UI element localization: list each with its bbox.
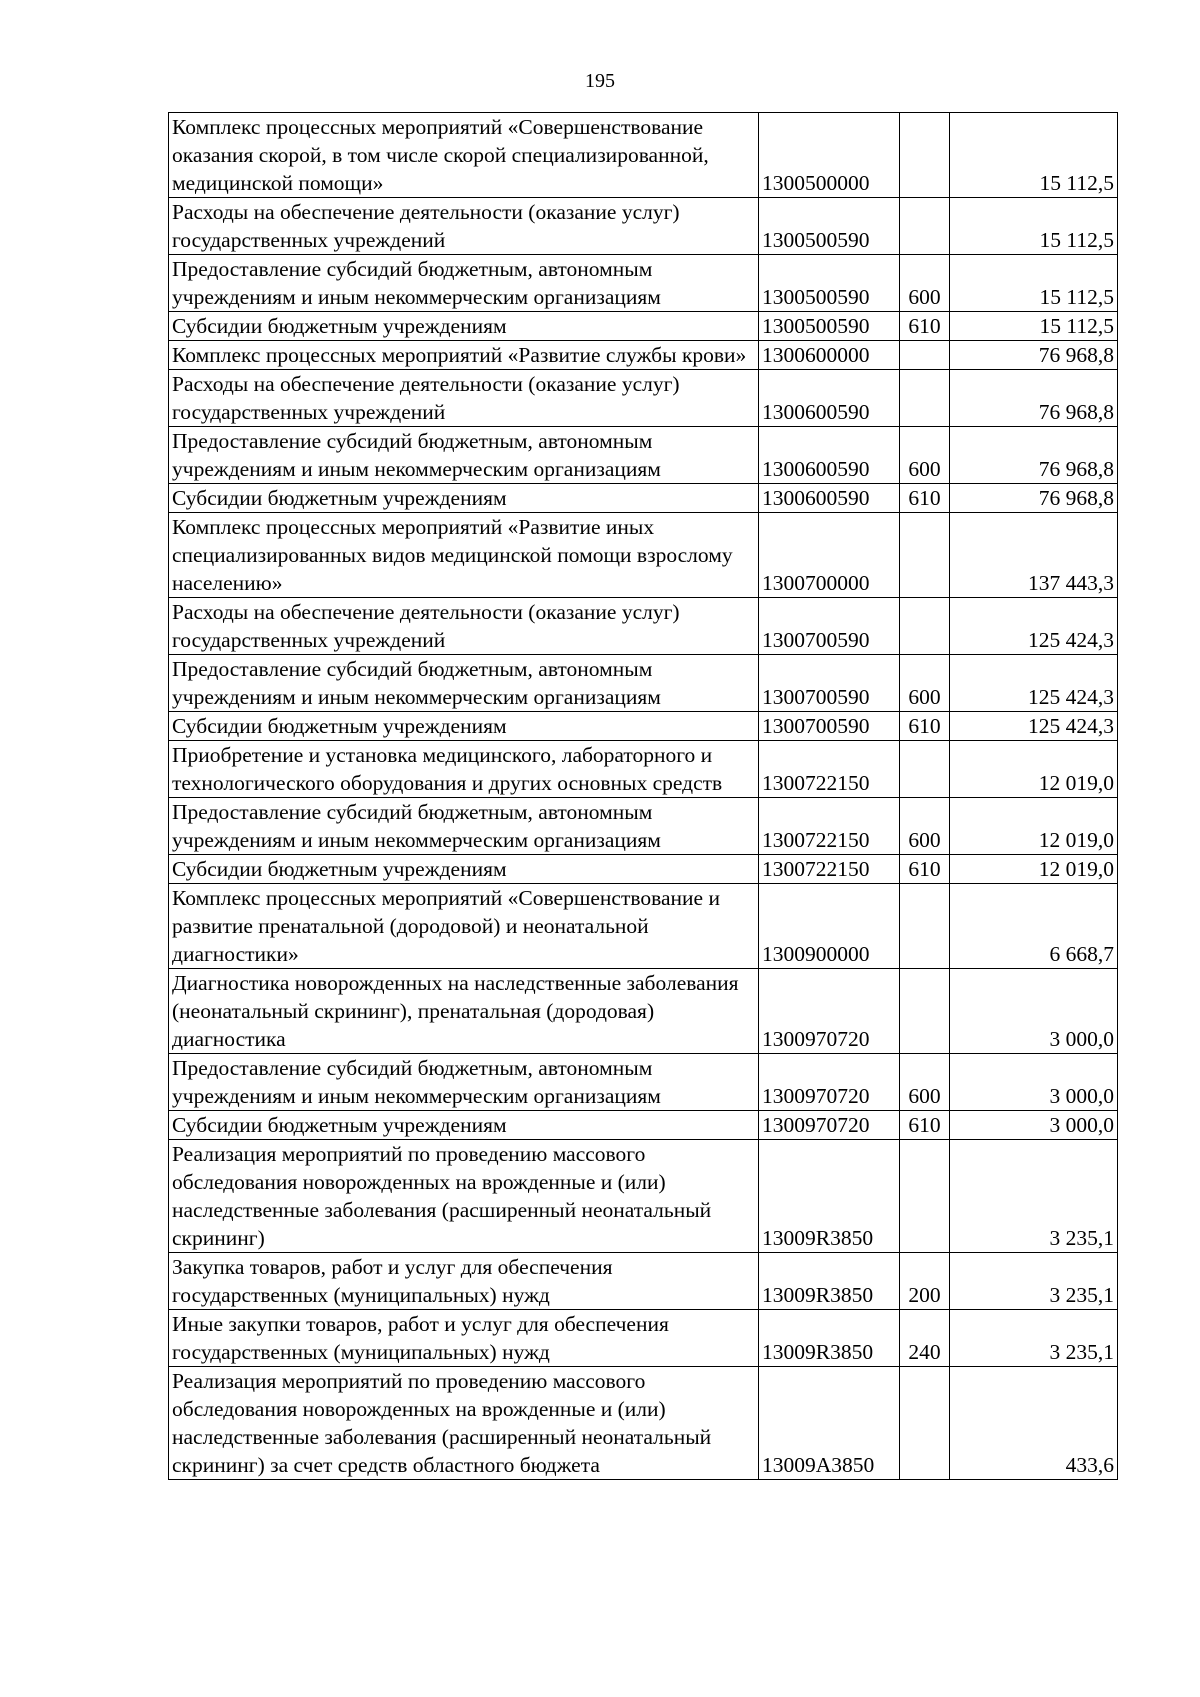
expense-name-cell: Комплекс процессных мероприятий «Развитие службы крови» — [169, 341, 759, 370]
table-row — [169, 1111, 1118, 1140]
target-article-code-cell: 1300900000 — [759, 884, 900, 969]
amount-cell: 12 019,0 — [950, 855, 1118, 884]
amount-cell: 137 443,3 — [950, 513, 1118, 598]
table-row — [169, 1253, 1118, 1310]
expense-name-cell: Субсидии бюджетным учреждениям — [169, 712, 759, 741]
expense-type-cell: 600 — [900, 255, 950, 312]
table-row — [169, 113, 1118, 198]
expense-name-cell: Субсидии бюджетным учреждениям — [169, 855, 759, 884]
table-row — [169, 1310, 1118, 1367]
expense-type-cell: 240 — [900, 1310, 950, 1367]
target-article-code-cell: 13009А3850 — [759, 1367, 900, 1480]
expense-name-cell: Иные закупки товаров, работ и услуг для обеспечения государственных (муниципальных) нужд — [169, 1310, 759, 1367]
amount-cell: 15 112,5 — [950, 113, 1118, 198]
expense-name-cell: Закупка товаров, работ и услуг для обеспечения государственных (муниципальных) нужд — [169, 1253, 759, 1310]
target-article-code-cell: 13009R3850 — [759, 1310, 900, 1367]
table-row — [169, 427, 1118, 484]
amount-cell: 125 424,3 — [950, 598, 1118, 655]
table-row — [169, 370, 1118, 427]
table-row — [169, 341, 1118, 370]
amount-cell: 15 112,5 — [950, 312, 1118, 341]
expense-name-cell: Комплекс процессных мероприятий «Совершенствование и развитие пренатальной (дородовой) и неонатальной диагностики» — [169, 884, 759, 969]
expense-name-cell: Предоставление субсидий бюджетным, автономным учреждениям и иным некоммерческим организациям — [169, 427, 759, 484]
expense-type-cell — [900, 113, 950, 198]
expense-type-cell — [900, 341, 950, 370]
target-article-code-cell: 1300700590 — [759, 598, 900, 655]
amount-cell: 76 968,8 — [950, 427, 1118, 484]
table-row — [169, 969, 1118, 1054]
expense-type-cell: 600 — [900, 1054, 950, 1111]
table-row — [169, 312, 1118, 341]
target-article-code-cell: 1300500590 — [759, 198, 900, 255]
table-row — [169, 513, 1118, 598]
expense-type-cell — [900, 741, 950, 798]
expense-type-cell: 600 — [900, 655, 950, 712]
amount-cell: 3 235,1 — [950, 1310, 1118, 1367]
expense-type-cell: 600 — [900, 798, 950, 855]
amount-cell: 76 968,8 — [950, 341, 1118, 370]
table-row — [169, 1054, 1118, 1111]
expense-type-cell: 200 — [900, 1253, 950, 1310]
amount-cell: 3 000,0 — [950, 1054, 1118, 1111]
target-article-code-cell: 1300600000 — [759, 341, 900, 370]
expense-name-cell: Субсидии бюджетным учреждениям — [169, 484, 759, 513]
target-article-code-cell: 13009R3850 — [759, 1253, 900, 1310]
expense-type-cell — [900, 513, 950, 598]
budget-table — [168, 112, 1118, 1480]
amount-cell: 6 668,7 — [950, 884, 1118, 969]
expense-type-cell: 610 — [900, 1111, 950, 1140]
amount-cell: 3 000,0 — [950, 1111, 1118, 1140]
table-row — [169, 255, 1118, 312]
table-row — [169, 855, 1118, 884]
target-article-code-cell: 1300500590 — [759, 312, 900, 341]
target-article-code-cell: 1300600590 — [759, 484, 900, 513]
expense-name-cell: Комплекс процессных мероприятий «Развитие иных специализированных видов медицинской помощи взрослому населению» — [169, 513, 759, 598]
amount-cell: 3 000,0 — [950, 969, 1118, 1054]
amount-cell: 125 424,3 — [950, 712, 1118, 741]
table-row — [169, 1367, 1118, 1480]
amount-cell: 3 235,1 — [950, 1253, 1118, 1310]
target-article-code-cell: 1300722150 — [759, 741, 900, 798]
target-article-code-cell: 1300600590 — [759, 427, 900, 484]
target-article-code-cell: 1300970720 — [759, 969, 900, 1054]
expense-name-cell: Комплекс процессных мероприятий «Совершенствование оказания скорой, в том числе скорой специализированной, медицинской помощи» — [169, 113, 759, 198]
amount-cell: 12 019,0 — [950, 798, 1118, 855]
expense-type-cell — [900, 969, 950, 1054]
expense-name-cell: Реализация мероприятий по проведению массового обследования новорожденных на врожденные и (или) наследственные заболевания (расширенный неонатальный скрининг) за счет средств областного бюджета — [169, 1367, 759, 1480]
expense-name-cell: Расходы на обеспечение деятельности (оказание услуг) государственных учреждений — [169, 598, 759, 655]
expense-type-cell: 610 — [900, 484, 950, 513]
expense-name-cell: Субсидии бюджетным учреждениям — [169, 1111, 759, 1140]
target-article-code-cell: 1300700590 — [759, 655, 900, 712]
expense-type-cell: 610 — [900, 855, 950, 884]
expense-name-cell: Предоставление субсидий бюджетным, автономным учреждениям и иным некоммерческим организациям — [169, 798, 759, 855]
expense-type-cell — [900, 370, 950, 427]
target-article-code-cell: 1300700590 — [759, 712, 900, 741]
table-row — [169, 884, 1118, 969]
amount-cell: 125 424,3 — [950, 655, 1118, 712]
expense-name-cell: Предоставление субсидий бюджетным, автономным учреждениям и иным некоммерческим организациям — [169, 255, 759, 312]
expense-type-cell — [900, 1140, 950, 1253]
amount-cell: 76 968,8 — [950, 370, 1118, 427]
target-article-code-cell: 1300500590 — [759, 255, 900, 312]
expense-name-cell: Предоставление субсидий бюджетным, автономным учреждениям и иным некоммерческим организациям — [169, 655, 759, 712]
expense-type-cell: 610 — [900, 312, 950, 341]
expense-name-cell: Расходы на обеспечение деятельности (оказание услуг) государственных учреждений — [169, 198, 759, 255]
expense-name-cell: Диагностика новорожденных на наследственные заболевания (неонатальный скрининг), пренатальная (дородовая) диагностика — [169, 969, 759, 1054]
table-row — [169, 598, 1118, 655]
target-article-code-cell: 1300722150 — [759, 855, 900, 884]
expense-type-cell — [900, 1367, 950, 1480]
table-row — [169, 1140, 1118, 1253]
target-article-code-cell: 1300700000 — [759, 513, 900, 598]
amount-cell: 3 235,1 — [950, 1140, 1118, 1253]
amount-cell: 76 968,8 — [950, 484, 1118, 513]
table-row — [169, 484, 1118, 513]
amount-cell: 12 019,0 — [950, 741, 1118, 798]
amount-cell: 433,6 — [950, 1367, 1118, 1480]
expense-name-cell: Предоставление субсидий бюджетным, автономным учреждениям и иным некоммерческим организациям — [169, 1054, 759, 1111]
amount-cell: 15 112,5 — [950, 198, 1118, 255]
expense-name-cell: Субсидии бюджетным учреждениям — [169, 312, 759, 341]
expense-name-cell: Приобретение и установка медицинского, лабораторного и технологического оборудования и других основных средств — [169, 741, 759, 798]
expense-name-cell: Расходы на обеспечение деятельности (оказание услуг) государственных учреждений — [169, 370, 759, 427]
table-row — [169, 655, 1118, 712]
target-article-code-cell: 1300722150 — [759, 798, 900, 855]
expense-type-cell: 600 — [900, 427, 950, 484]
table-row — [169, 798, 1118, 855]
table-row — [169, 712, 1118, 741]
expense-type-cell — [900, 198, 950, 255]
amount-cell: 15 112,5 — [950, 255, 1118, 312]
expense-name-cell: Реализация мероприятий по проведению массового обследования новорожденных на врожденные и (или) наследственные заболевания (расширенный неонатальный скрининг) — [169, 1140, 759, 1253]
target-article-code-cell: 1300500000 — [759, 113, 900, 198]
table-row — [169, 741, 1118, 798]
target-article-code-cell: 13009R3850 — [759, 1140, 900, 1253]
table-row — [169, 198, 1118, 255]
target-article-code-cell: 1300970720 — [759, 1111, 900, 1140]
expense-type-cell: 610 — [900, 712, 950, 741]
expense-type-cell — [900, 884, 950, 969]
page-number: 195 — [585, 70, 615, 92]
target-article-code-cell: 1300970720 — [759, 1054, 900, 1111]
expense-type-cell — [900, 598, 950, 655]
target-article-code-cell: 1300600590 — [759, 370, 900, 427]
